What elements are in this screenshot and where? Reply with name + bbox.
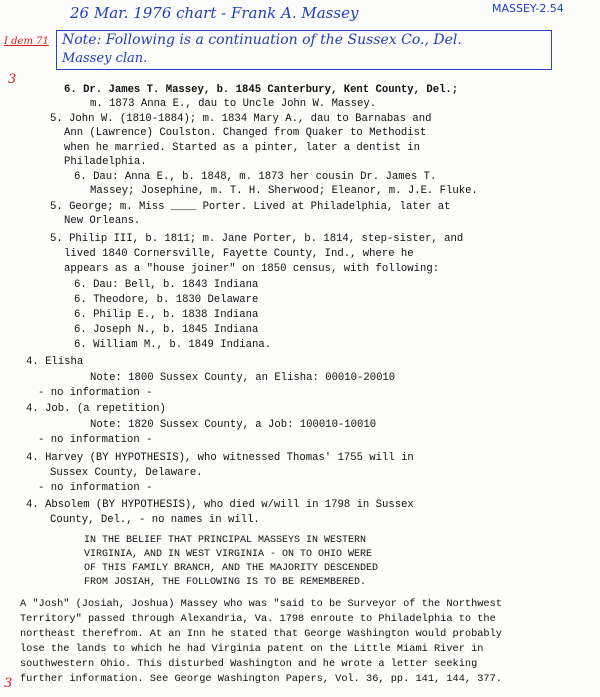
text-line: 6. Joseph N., b. 1845 Indiana (74, 324, 259, 336)
text-line: 5. George; m. Miss ____ Porter. Lived at Philadelphia, later at (50, 201, 451, 213)
text-line: 6. William M., b. 1849 Indiana. (74, 339, 272, 351)
caps-line: OF THIS FAMILY BRANCH, AND THE MAJORITY DESCENDED (84, 563, 379, 574)
margin-number-bottom: 3 (4, 676, 13, 691)
text-line: m. 1873 Anna E., dau to Uncle John W. Massey. (90, 98, 377, 110)
paragraph-line: northeast therefrom. At an Inn he stated that George Washington would probably (20, 628, 502, 640)
text-line: 5. Philip III, b. 1811; m. Jane Porter, b. 1814, step-sister, and (50, 233, 464, 245)
text-line: 6. Dau: Bell, b. 1843 Indiana (74, 279, 259, 291)
text-line: 6. Theodore, b. 1830 Delaware (74, 294, 259, 306)
paragraph-line: lose the lands to which he had Virginia patent on the Little Miami River in (20, 643, 484, 655)
text-line: 4. Job. (a repetition) (26, 403, 166, 415)
caps-line: FROM JOSIAH, THE FOLLOWING IS TO BE REMEMBERED. (84, 577, 367, 588)
text-line: Philadelphia. (64, 156, 147, 168)
caps-line: VIRGINIA, AND IN WEST VIRGINIA - ON TO OHIO WERE (84, 549, 373, 560)
text-line: 5. John W. (1810-1884); m. 1834 Mary A., dau to Barnabas and (50, 113, 432, 125)
text-line: 4. Absolem (BY HYPOTHESIS), who died w/will in 1798 in Sussex (26, 499, 414, 511)
paragraph-line: A "Josh" (Josiah, Joshua) Massey who was "said to be Surveyor of the Northwest (20, 598, 502, 610)
page-reference: MASSEY-2.54 (492, 2, 564, 15)
text-line: when he married. Started as a pinter, later a dentist in (64, 142, 421, 154)
text-line: Note: 1820 Sussex County, a Job: 100010-10010 (90, 419, 377, 431)
text-line: Ann (Lawrence) Coulston. Changed from Quaker to Methodist (64, 127, 427, 139)
note-box-line-1: Note: Following is a continuation of the Sussex Co., Del. (62, 32, 462, 48)
text-line: - no information - (38, 434, 153, 446)
text-line: - no information - (38, 482, 153, 494)
text-line: New Orleans. (64, 215, 141, 227)
margin-mark: I dem 71 (4, 36, 49, 47)
text-line: 4. Harvey (BY HYPOTHESIS), who witnessed Thomas' 1755 will in (26, 452, 414, 464)
margin-number-top: 3 (8, 72, 17, 87)
text-line: Sussex County, Delaware. (50, 467, 203, 479)
text-line: 6. Dau: Anna E., b. 1848, m. 1873 her cousin Dr. James T. (74, 171, 437, 183)
text-line: County, Del., - no names in will. (50, 514, 260, 526)
handwritten-note: 26 Mar. 1976 chart - Frank A. Massey (70, 4, 359, 22)
caps-line: IN THE BELIEF THAT PRINCIPAL MASSEYS IN WESTERN (84, 535, 367, 546)
note-box-line-2: Massey clan. (62, 51, 148, 66)
text-line: 4. Elisha (26, 356, 84, 368)
text-line: Note: 1800 Sussex County, an Elisha: 00010-20010 (90, 372, 396, 384)
text-line: lived 1840 Cornersville, Fayette County, Ind., where he (64, 248, 414, 260)
text-line: Massey; Josephine, m. T. H. Sherwood; Eleanor, m. J.E. Fluke. (90, 185, 478, 197)
text-line: 6. Philip E., b. 1838 Indiana (74, 309, 259, 321)
text-line: - no information - (38, 387, 153, 399)
text-line: 6. Dr. James T. Massey, b. 1845 Canterbury, Kent County, Del.; (64, 84, 459, 96)
paragraph-line: southwestern Ohio. This disturbed Washington and he wrote a letter seeking (20, 658, 478, 670)
text-line: appears as a "house joiner" on 1850 census, with following: (64, 263, 440, 275)
paragraph-line: Territory" passed through Alexandria, Va. 1798 enroute to Philadelphia to the (20, 613, 496, 625)
paragraph-line: further information. See George Washington Papers, Vol. 36, pp. 141, 144, 377. (20, 673, 502, 685)
